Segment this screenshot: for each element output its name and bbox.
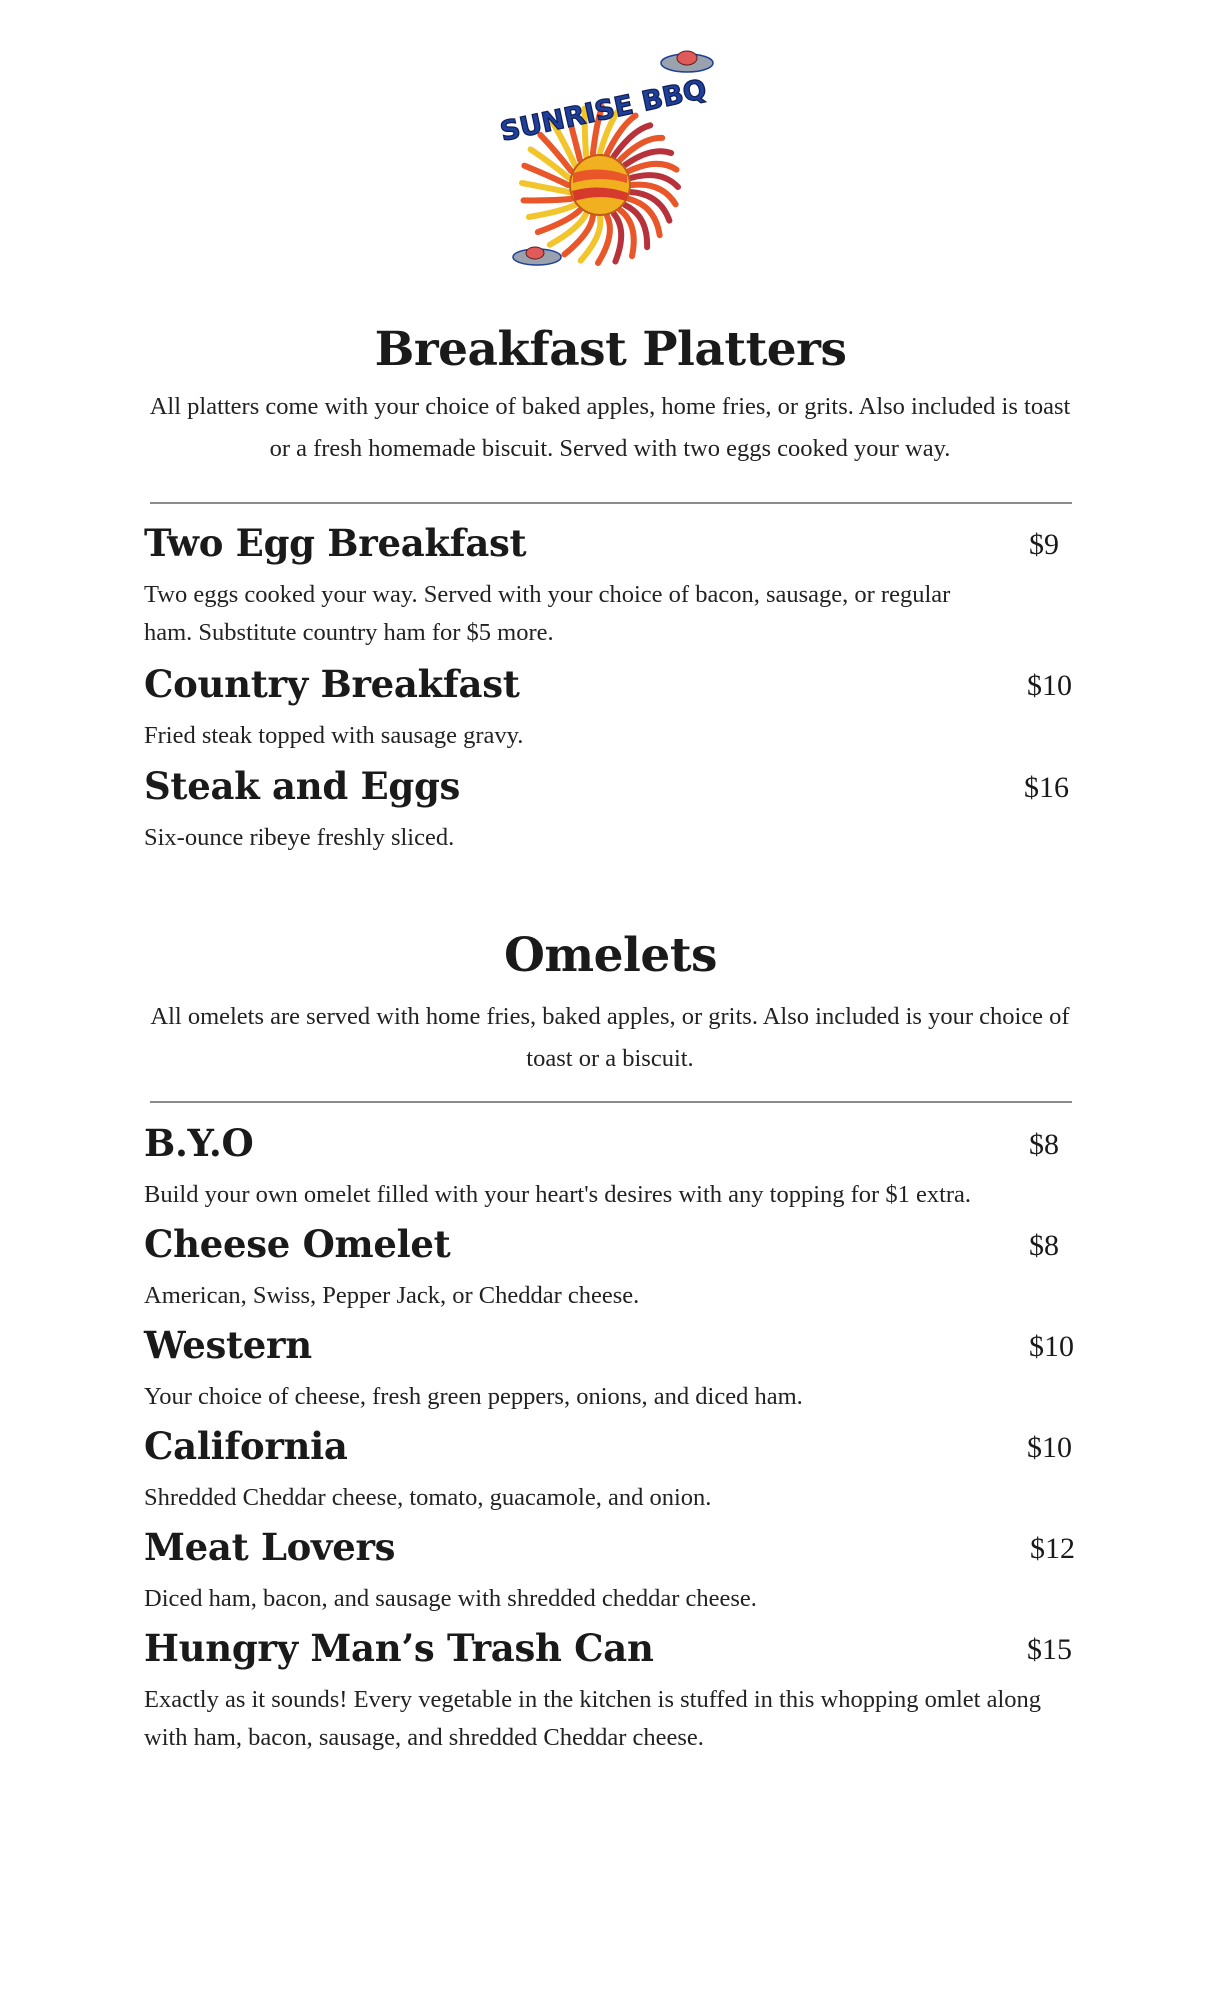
item-name: Western	[144, 1323, 312, 1367]
sun-ray	[529, 205, 575, 217]
sun-ray	[614, 214, 621, 262]
sunrise-bbq-logo	[495, 45, 730, 275]
item-price: $15	[1027, 1633, 1072, 1666]
item-description: Shredded Cheddar cheese, tomato, guacamole, and onion.	[144, 1484, 712, 1511]
item-name: Hungry Man’s Trash Can	[144, 1626, 654, 1670]
section-description: All platters come with your choice of baked apples, home fries, or grits. Also included is toast or a fresh homemade biscuit. Served with two eggs cooked your way.	[149, 393, 1071, 462]
item-description: Two eggs cooked your way. Served with your choice of bacon, sausage, or regular ham. Substitute country ham for $5 more.	[144, 581, 951, 646]
item-description: Exactly as it sounds! Every vegetable in the kitchen is stuffed in this whopping omlet along with ham, bacon, sausage, and shredded Cheddar cheese.	[144, 1686, 1042, 1751]
item-description: American, Swiss, Pepper Jack, or Cheddar cheese.	[144, 1282, 640, 1309]
section-title: Breakfast Platters	[374, 322, 847, 377]
item-price: $10	[1027, 1431, 1072, 1464]
item-price: $8	[1029, 1128, 1059, 1161]
item-name: Two Egg Breakfast	[144, 521, 527, 565]
item-name: California	[144, 1424, 348, 1468]
section-divider	[150, 1101, 1072, 1103]
flying-pig-icon	[661, 51, 713, 72]
item-price: $12	[1030, 1532, 1075, 1565]
section-description: All omelets are served with home fries, baked apples, or grits. Also included is your choice of toast or a biscuit.	[150, 1003, 1070, 1072]
section-divider	[150, 502, 1072, 504]
item-price: $8	[1029, 1229, 1059, 1262]
item-name: Meat Lovers	[144, 1525, 396, 1569]
item-price: $9	[1029, 528, 1059, 561]
flying-pig-icon	[513, 247, 561, 265]
item-price: $10	[1029, 1330, 1074, 1363]
item-name: Cheese Omelet	[144, 1222, 451, 1266]
item-price: $10	[1027, 669, 1072, 702]
section-title: Omelets	[503, 928, 717, 983]
logo-text: SUNRISE BBQ	[497, 74, 706, 148]
item-description: Six-ounce ribeye freshly sliced.	[144, 824, 455, 851]
item-name: Steak and Eggs	[144, 764, 461, 808]
item-description: Diced ham, bacon, and sausage with shredded cheddar cheese.	[144, 1585, 757, 1612]
item-description: Build your own omelet filled with your heart's desires with any topping for $1 extra.	[144, 1181, 972, 1208]
item-name: B.Y.O	[144, 1121, 254, 1165]
sun-ray	[524, 199, 572, 201]
item-name: Country Breakfast	[144, 662, 520, 706]
item-description: Fried steak topped with sausage gravy.	[144, 722, 524, 749]
sun-ray	[629, 164, 677, 171]
item-description: Your choice of cheese, fresh green peppers, onions, and diced ham.	[144, 1383, 803, 1410]
item-price: $16	[1024, 771, 1069, 804]
